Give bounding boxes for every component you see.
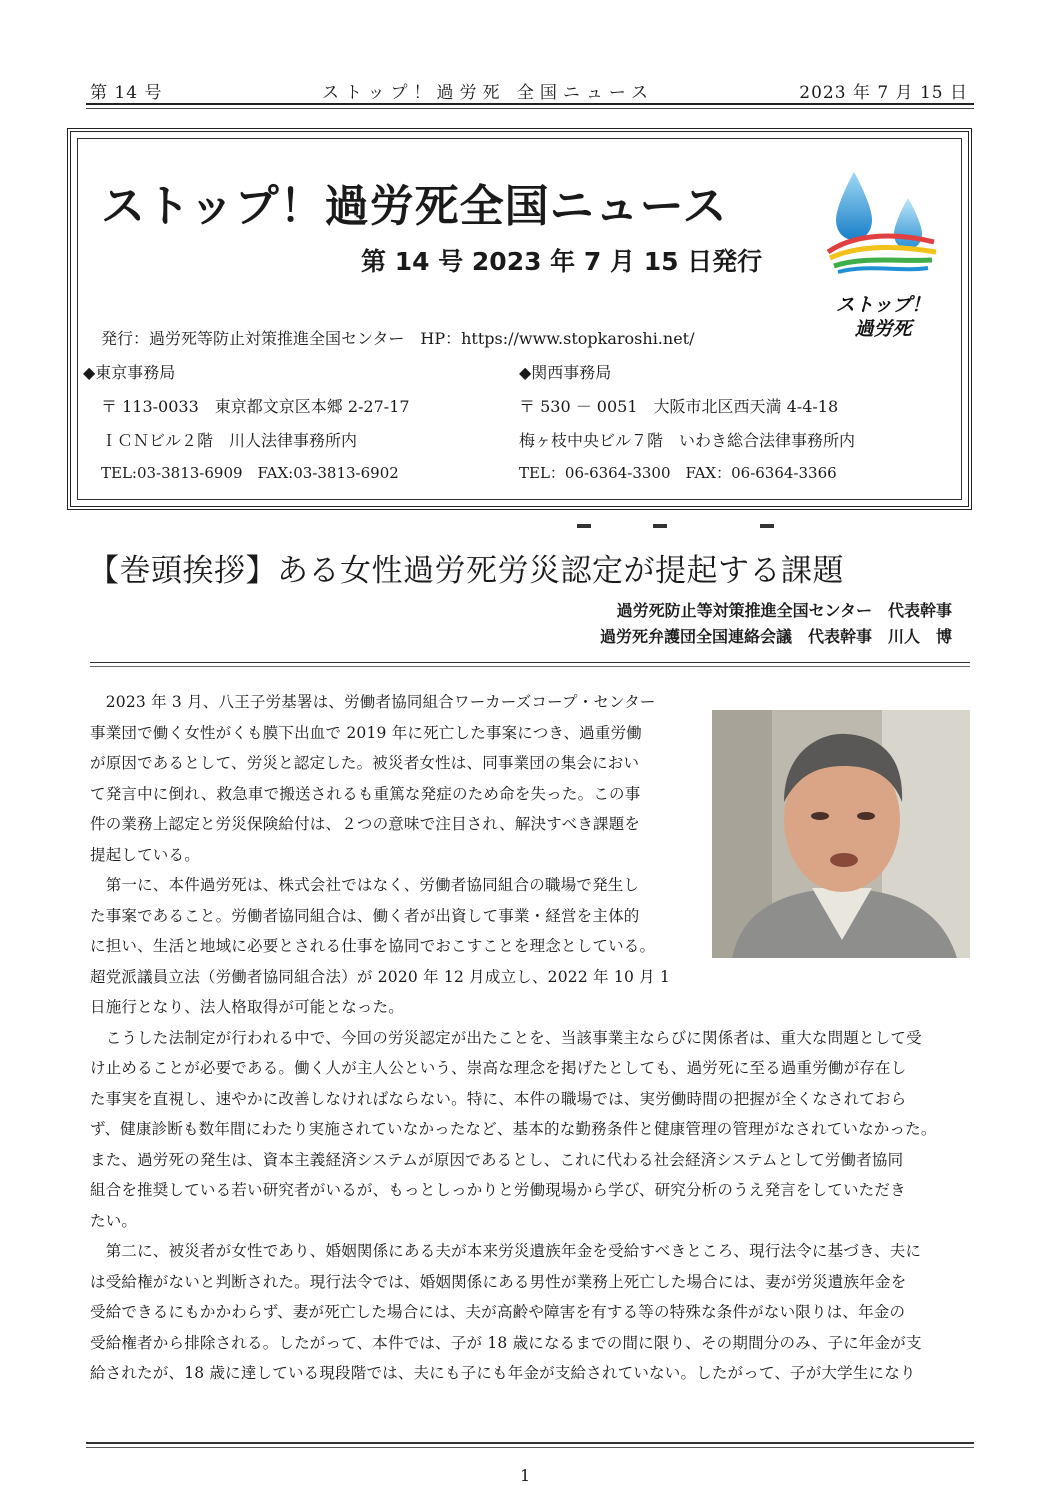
water-drop-logo-icon bbox=[824, 168, 942, 286]
body-text-line: は受給権がないと判断された。現行法令では、婚姻関係にある男性が業務上死亡した場合には、妻が労災遺族年金を bbox=[90, 1272, 907, 1291]
masthead-box bbox=[67, 128, 972, 510]
body-text-line: 日施行となり、法人格取得が可能となった。 bbox=[90, 998, 405, 1016]
logo-text-karoshi: 過労死 bbox=[854, 318, 912, 340]
portrait-image-icon bbox=[712, 710, 970, 958]
body-text-line: た事実を直視し、速やかに改善しなければならない。特に、本件の職場では、実労働時間の把握が全くなされておら bbox=[90, 1089, 907, 1108]
author-affiliation-2: 過労死弁護団全国連絡会議 代表幹事 川人 博 bbox=[599, 627, 952, 646]
body-text-line: たい。 bbox=[90, 1211, 138, 1230]
body-text-line: が原因であるとして、労災と認定した。被災者女性は、同事業団の集会におい bbox=[90, 754, 640, 772]
divider-mark bbox=[760, 524, 774, 528]
body-text-line: 組合を推奨している若い研究者がいるが、もっとしっかりと労働現場から学び、研究分析のうえ発言をしていただき bbox=[90, 1181, 906, 1199]
publisher-line: 発行：過労死等防止対策推進全国センター HP：https://www.stopkaroshi.net/ bbox=[101, 329, 695, 348]
running-header-title: ストップ！過労死 全国ニュース bbox=[322, 83, 655, 103]
stop-karoshi-logo bbox=[824, 168, 942, 338]
running-header-issue: 第 14 号 bbox=[90, 83, 163, 103]
body-text-line: 2023 年 3 月、八王子労基署は、労働者協同組合ワーカーズコープ・センター bbox=[90, 693, 656, 711]
headline-rule bbox=[90, 662, 970, 663]
tokyo-office-heading: ◆東京事務局 bbox=[83, 363, 176, 382]
page-number: 1 bbox=[520, 1466, 531, 1485]
body-text-line: 第一に、本件過労死は、株式会社ではなく、労働者協同組合の職場で発生し bbox=[90, 876, 640, 894]
body-text-line: 受給できるにもかかわらず、妻が死亡した場合には、夫が高齢や障害を有する等の特殊な条件がない限りは、年金の bbox=[90, 1303, 906, 1321]
newsletter-title: ストップ！過労死全国ニュース bbox=[101, 181, 728, 232]
body-text-line: 給されたが、18 歳に達している現段階では、夫にも子にも年金が支給されていない。したがって、子が大学生になり bbox=[90, 1364, 916, 1382]
body-text-line: け止めることが必要である。働く人が主人公という、崇高な理念を掲げたとしても、過労死に至る過重労働が存在し bbox=[90, 1059, 907, 1077]
body-text-line: た事案であること。労働者協同組合は、働く者が出資して事業・経営を主体的 bbox=[90, 906, 640, 925]
article-headline: 【巻頭挨拶】ある女性過労死労災認定が提起する課題 bbox=[88, 553, 844, 589]
issue-line: 第 14 号 2023 年 7 月 15 日発行 bbox=[361, 247, 763, 276]
body-text-line: こうした法制定が行われる中で、今回の労災認定が出たことを、当該事業主ならびに関係者は、重大な問題として受 bbox=[90, 1028, 922, 1047]
body-text-line: 受給権者から排除される。したがって、本件では、子が 18 歳になるまでの間に限り、その期間分のみ、子に年金が支 bbox=[90, 1333, 922, 1352]
header-rule-thin bbox=[86, 108, 974, 109]
running-header bbox=[90, 76, 968, 102]
author-photo bbox=[712, 710, 970, 958]
body-text-line: また、過労死の発生は、資本主義経済システムが原因であるとし、これに代わる社会経済システムとして労働者協同 bbox=[90, 1150, 904, 1169]
kansai-office-building: 梅ヶ枝中央ビル７階 いわき総合法律事務所内 bbox=[519, 431, 856, 450]
body-text-line: て発言中に倒れ、救急車で搬送されるも重篤な発症のため命を失った。この事 bbox=[90, 784, 641, 803]
author-affiliation-1: 過労死防止等対策推進全国センター 代表幹事 bbox=[616, 601, 952, 620]
kansai-office-phone: TEL：06-6364-3300 FAX：06-6364-3366 bbox=[519, 464, 837, 482]
header-rule bbox=[86, 103, 974, 105]
footer-rule bbox=[86, 1442, 974, 1444]
divider-mark bbox=[653, 524, 667, 528]
body-text-line: 提起している。 bbox=[90, 845, 200, 864]
tokyo-office-building: ＩＣＮビル２階 川人法律事務所内 bbox=[101, 431, 358, 450]
tokyo-office-address: 〒 113-0033 東京都文京区本郷 2-27-17 bbox=[101, 397, 410, 416]
headline-rule-thin bbox=[90, 666, 970, 667]
running-header-date: 2023 年 7 月 15 日 bbox=[799, 83, 968, 103]
body-text-line: 第二に、被災者が女性であり、婚姻関係にある夫が本来労災遺族年金を受給すべきところ、現行法令に基づき、夫に bbox=[90, 1242, 922, 1260]
footer-rule-thin bbox=[86, 1447, 974, 1448]
body-text-line: に担い、生活と地域に必要とされる仕事を協同でおこすことを理念としている。 bbox=[90, 937, 656, 955]
body-text-line: 超党派議員立法（労働者協同組合法）が 2020 年 12 月成立し、2022 年 10 月 1 bbox=[90, 967, 671, 986]
body-text-line: 件の業務上認定と労災保険給付は、２つの意味で注目され、解決すべき課題を bbox=[90, 815, 641, 833]
divider-mark bbox=[577, 524, 591, 528]
logo-text-stop: ストップ！ bbox=[835, 294, 931, 316]
kansai-office-heading: ◆関西事務局 bbox=[519, 363, 612, 382]
tokyo-office-phone: TEL:03-3813-6909 FAX:03-3813-6902 bbox=[101, 464, 399, 482]
body-text-line: ず、健康診断も数年間にわたり実施されていなかったなど、基本的な勤務条件と健康管理の管理がなされていなかった。 bbox=[90, 1120, 937, 1138]
body-text-line: 事業団で働く女性がくも膜下出血で 2019 年に死亡した事案につき、過重労働 bbox=[90, 723, 642, 742]
kansai-office-address: 〒 530 － 0051 大阪市北区西天満 4-4-18 bbox=[519, 397, 839, 416]
